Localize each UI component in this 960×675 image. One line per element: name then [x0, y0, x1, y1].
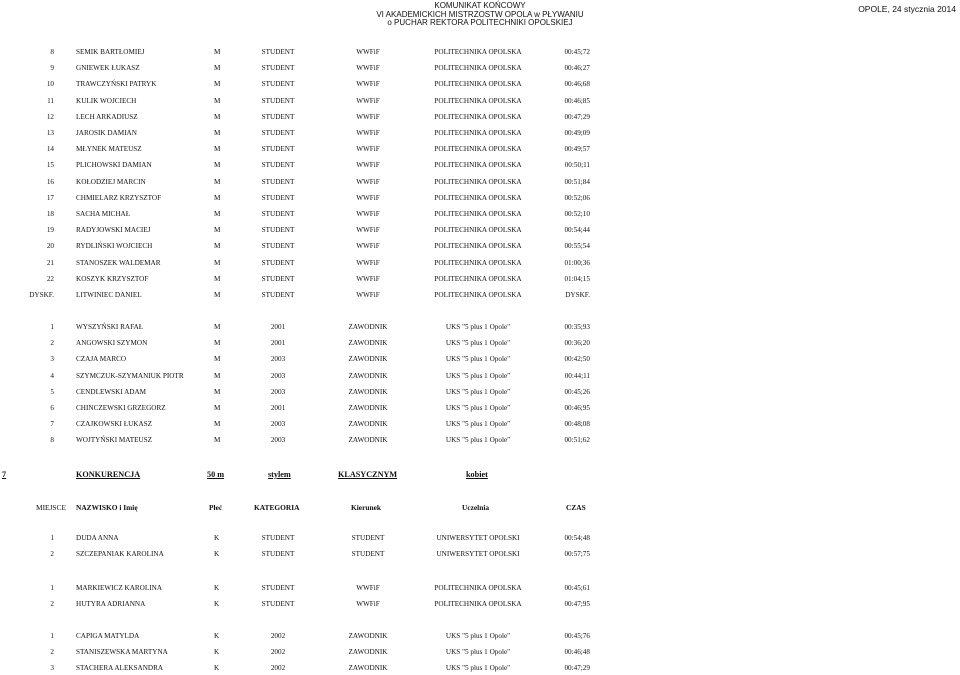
result-sex: K — [214, 600, 220, 609]
result-university: POLITECHNIKA OPOLSKA — [434, 129, 522, 137]
result-category: 2001 — [270, 339, 286, 348]
result-university: UKS "5 plus 1 Opole" — [445, 339, 511, 348]
result-place: 14 — [46, 145, 54, 154]
result-university: POLITECHNIKA OPOLSKA — [434, 112, 522, 121]
result-university: UKS "5 plus 1 Opole" — [445, 355, 511, 364]
result-place: 7 — [50, 420, 54, 429]
result-time: 00:42;50 — [564, 355, 590, 364]
table-row — [0, 177, 960, 188]
result-place: 20 — [46, 242, 54, 251]
table-row — [0, 533, 960, 544]
result-time: 01:00;36 — [564, 258, 590, 267]
result-time: 00:35;93 — [564, 323, 590, 331]
result-name: RYDLIŃSKI WOJCIECH — [76, 242, 153, 251]
result-category: 2001 — [270, 404, 286, 412]
result-time: 00:54;48 — [564, 534, 590, 542]
result-category: 2003 — [270, 387, 286, 396]
result-place: 2 — [50, 339, 54, 348]
result-name: JAROSIK DAMIAN — [76, 129, 137, 137]
result-time: 00:46;68 — [564, 80, 590, 89]
result-place: 1 — [50, 632, 54, 640]
result-time: 00:57;75 — [564, 550, 590, 559]
result-place: 11 — [47, 96, 54, 105]
result-field: ZAWODNIK — [348, 323, 388, 331]
table-row — [0, 96, 960, 107]
result-time: 00:36;20 — [564, 339, 590, 348]
result-category: STUDENT — [261, 112, 295, 121]
table-row — [0, 387, 960, 398]
table-row — [0, 549, 960, 560]
result-place: 15 — [46, 161, 54, 170]
result-field: WWFiF — [356, 177, 380, 186]
result-university: POLITECHNIKA OPOLSKA — [434, 584, 522, 592]
result-time: 00:49;57 — [564, 145, 590, 154]
table-row — [0, 435, 960, 446]
result-sex: K — [214, 584, 220, 592]
result-category: 2002 — [270, 632, 286, 640]
result-category: STUDENT — [261, 242, 295, 251]
result-place: 1 — [50, 534, 54, 542]
result-name: LECH ARKADIUSZ — [76, 112, 138, 121]
table-row — [0, 112, 960, 123]
result-category: STUDENT — [261, 177, 295, 186]
table-row — [0, 225, 960, 236]
result-university: POLITECHNIKA OPOLSKA — [434, 226, 522, 235]
result-category: 2003 — [270, 420, 286, 429]
result-category: STUDENT — [261, 48, 295, 56]
result-sex: M — [214, 258, 221, 267]
result-sex: M — [214, 161, 221, 170]
col-category: KATEGORIA — [254, 503, 300, 512]
result-sex: M — [214, 80, 221, 89]
result-category: STUDENT — [261, 210, 295, 218]
result-sex: K — [214, 534, 220, 542]
result-category: STUDENT — [261, 258, 295, 267]
result-sex: M — [214, 112, 221, 121]
result-sex: M — [214, 177, 221, 186]
result-place: 2 — [50, 600, 54, 609]
result-name: STANOSZEK WALDEMAR — [76, 258, 161, 267]
result-name: SEMIK BARTŁOMIEJ — [76, 48, 145, 56]
result-time: 00:46;48 — [564, 648, 590, 657]
table-row — [0, 193, 960, 204]
result-field: ZAWODNIK — [348, 339, 388, 348]
result-university: POLITECHNIKA OPOLSKA — [434, 48, 522, 56]
result-field: WWFiF — [356, 210, 380, 218]
result-sex: M — [214, 387, 221, 396]
result-name: RADYJOWSKI MACIEJ — [76, 226, 151, 235]
result-university: POLITECHNIKA OPOLSKA — [434, 145, 522, 154]
result-sex: M — [214, 210, 221, 218]
result-name: CZAJKOWSKI ŁUKASZ — [76, 420, 153, 429]
result-university: UKS "5 plus 1 Opole" — [445, 404, 511, 412]
result-sex: M — [214, 96, 221, 105]
result-category: STUDENT — [261, 584, 295, 592]
table-row — [0, 79, 960, 90]
result-name: WOJTYŃSKI MATEUSZ — [76, 436, 153, 445]
result-name: STACHERA ALEKSANDRA — [76, 664, 164, 673]
result-sex: K — [214, 632, 220, 640]
result-time: 00:51;62 — [564, 436, 590, 445]
table-row — [0, 631, 960, 642]
result-sex: K — [214, 550, 220, 559]
result-category: STUDENT — [261, 64, 295, 73]
result-category: 2003 — [270, 436, 286, 445]
result-place: 6 — [50, 404, 54, 412]
col-time: CZAS — [566, 503, 586, 512]
event-style: KLASYCZNYM — [338, 470, 398, 479]
result-place: 10 — [46, 80, 54, 89]
event-number: 7 — [2, 470, 7, 479]
result-university: POLITECHNIKA OPOLSKA — [434, 177, 522, 186]
result-university: UKS "5 plus 1 Opole" — [445, 648, 511, 657]
result-place: 2 — [50, 550, 54, 559]
result-category: STUDENT — [261, 274, 295, 283]
table-row — [0, 128, 960, 139]
event-label: KONKURENCJA — [76, 470, 141, 479]
table-row — [0, 403, 960, 414]
result-sex: M — [214, 404, 221, 412]
result-name: CHMIELARZ KRZYSZTOF — [76, 193, 162, 202]
table-row — [0, 47, 960, 58]
result-time: 00:50;11 — [564, 161, 590, 170]
result-field: ZAWODNIK — [348, 632, 388, 640]
result-time: 00:45;61 — [564, 584, 590, 592]
result-field: ZAWODNIK — [348, 436, 388, 445]
result-category: 2001 — [270, 323, 286, 331]
header-title: KOMUNIKAT KOŃCOWY — [434, 1, 526, 10]
result-place: 16 — [46, 177, 54, 186]
result-name: CENDLEWSKI ADAM — [76, 387, 147, 396]
result-university: UKS "5 plus 1 Opole" — [445, 420, 511, 429]
result-place: 5 — [50, 387, 54, 396]
result-name: ANGOWSKI SZYMON — [76, 339, 148, 348]
result-university: POLITECHNIKA OPOLSKA — [434, 258, 522, 267]
result-sex: M — [214, 371, 221, 380]
result-place: 3 — [50, 664, 54, 673]
result-place: 9 — [50, 64, 54, 73]
result-sex: M — [214, 339, 221, 348]
result-time: DYSKF. — [565, 291, 590, 299]
result-field: ZAWODNIK — [348, 420, 388, 429]
result-category: STUDENT — [261, 291, 295, 299]
result-place: 19 — [46, 226, 54, 235]
result-field: STUDENT — [351, 534, 385, 542]
result-university: UKS "5 plus 1 Opole" — [445, 664, 511, 673]
result-name: CAPIGA MATYLDA — [76, 632, 140, 640]
result-name: SACHA MICHAŁ — [76, 210, 131, 218]
result-name: CZAJA MARCO — [76, 355, 127, 364]
result-time: 00:45;72 — [564, 48, 590, 56]
result-name: LITWINIEC DANIEL — [76, 291, 142, 299]
document-header — [0, 2, 960, 28]
result-university: POLITECHNIKA OPOLSKA — [434, 242, 522, 251]
col-place: MIEJSCE — [36, 503, 66, 512]
column-headers — [0, 502, 960, 513]
result-sex: M — [214, 323, 221, 331]
table-row — [0, 209, 960, 220]
table-row — [0, 144, 960, 155]
result-name: GNIEWEK ŁUKASZ — [76, 64, 140, 73]
table-row — [0, 322, 960, 333]
table-row — [0, 258, 960, 269]
result-university: POLITECHNIKA OPOLSKA — [434, 96, 522, 105]
result-field: WWFiF — [356, 96, 380, 105]
result-time: 00:49;09 — [564, 129, 590, 137]
result-time: 00:52;10 — [564, 210, 590, 218]
result-sex: M — [214, 436, 221, 445]
result-sex: M — [214, 242, 221, 251]
result-category: STUDENT — [261, 80, 295, 89]
table-row — [0, 160, 960, 171]
result-sex: M — [214, 48, 221, 56]
result-name: SZYMCZUK-SZYMANIUK PIOTR — [76, 371, 184, 380]
result-university: UNIWERSYTET OPOLSKI — [436, 534, 520, 542]
result-place: 1 — [50, 323, 54, 331]
result-name: DUDA ANNA — [76, 534, 119, 542]
table-row — [0, 354, 960, 365]
result-place: 12 — [46, 112, 54, 121]
result-university: POLITECHNIKA OPOLSKA — [434, 80, 522, 89]
result-place: 21 — [46, 258, 54, 267]
result-time: 00:46;27 — [564, 64, 590, 73]
table-row — [0, 583, 960, 594]
result-category: 2003 — [270, 355, 286, 364]
table-row — [0, 63, 960, 74]
event-gender: kobiet — [466, 470, 488, 479]
result-name: WYSZYŃSKI RAFAŁ — [76, 323, 144, 331]
result-university: POLITECHNIKA OPOLSKA — [434, 210, 522, 218]
result-category: STUDENT — [261, 534, 295, 542]
header-date: OPOLE, 24 stycznia 2014 — [858, 4, 956, 14]
result-place: DYSKF. — [29, 291, 54, 299]
col-field: Kierunek — [351, 503, 381, 512]
result-name: KOSZYK KRZYSZTOF — [76, 274, 149, 283]
table-row — [0, 599, 960, 610]
event-style-word: stylem — [268, 470, 291, 479]
result-field: WWFiF — [356, 64, 380, 73]
col-name: NAZWISKO i Imię — [76, 503, 138, 512]
result-university: POLITECHNIKA OPOLSKA — [434, 193, 522, 202]
result-name: MŁYNEK MATEUSZ — [76, 145, 142, 154]
result-field: WWFiF — [356, 48, 380, 56]
result-field: WWFiF — [356, 145, 380, 154]
result-category: STUDENT — [261, 193, 295, 202]
result-field: ZAWODNIK — [348, 371, 388, 380]
result-field: STUDENT — [351, 550, 385, 559]
result-sex: M — [214, 145, 221, 154]
result-time: 00:55;54 — [564, 242, 590, 251]
result-time: 00:47;29 — [564, 664, 590, 673]
result-category: STUDENT — [261, 550, 295, 559]
result-sex: M — [214, 129, 221, 137]
result-name: MARKIEWICZ KAROLINA — [76, 584, 163, 592]
result-time: 00:45;26 — [564, 387, 590, 396]
result-university: UKS "5 plus 1 Opole" — [445, 436, 511, 445]
result-university: POLITECHNIKA OPOLSKA — [434, 600, 522, 609]
result-sex: M — [214, 355, 221, 364]
result-field: WWFiF — [356, 161, 380, 170]
result-field: WWFiF — [356, 258, 380, 267]
table-row — [0, 338, 960, 349]
result-field: ZAWODNIK — [348, 387, 388, 396]
result-category: STUDENT — [261, 600, 295, 609]
result-place: 1 — [50, 584, 54, 592]
result-time: 00:52;06 — [564, 193, 590, 202]
result-time: 00:54;44 — [564, 226, 590, 235]
result-time: 00:51;84 — [564, 177, 590, 186]
result-category: 2002 — [270, 664, 286, 673]
result-name: SZCZEPANIAK KAROLINA — [76, 550, 164, 559]
table-row — [0, 663, 960, 674]
result-place: 8 — [50, 436, 54, 445]
result-field: WWFiF — [356, 80, 380, 89]
result-field: WWFiF — [356, 600, 380, 609]
result-sex: M — [214, 226, 221, 235]
result-field: WWFiF — [356, 129, 380, 137]
result-university: UKS "5 plus 1 Opole" — [445, 371, 511, 380]
result-time: 00:46;85 — [564, 96, 590, 105]
result-name: TRAWCZYŃSKI PATRYK — [76, 80, 157, 89]
result-place: 4 — [50, 371, 54, 380]
result-field: ZAWODNIK — [348, 648, 388, 657]
event-heading — [0, 470, 960, 482]
result-university: UKS "5 plus 1 Opole" — [445, 323, 511, 331]
result-place: 2 — [50, 648, 54, 657]
result-sex: M — [214, 193, 221, 202]
result-university: POLITECHNIKA OPOLSKA — [434, 291, 522, 299]
result-field: WWFiF — [356, 584, 380, 592]
result-sex: M — [214, 291, 221, 299]
result-university: UKS "5 plus 1 Opole" — [445, 387, 511, 396]
result-name: CHINCZEWSKI GRZEGORZ — [76, 404, 166, 412]
result-field: WWFiF — [356, 193, 380, 202]
result-field: WWFiF — [356, 242, 380, 251]
result-field: WWFiF — [356, 291, 380, 299]
result-time: 00:47;29 — [564, 112, 590, 121]
result-field: ZAWODNIK — [348, 664, 388, 673]
result-place: 13 — [46, 129, 54, 137]
result-name: KULIK WOJCIECH — [76, 96, 137, 105]
result-time: 01:04;15 — [564, 274, 590, 283]
table-row — [0, 274, 960, 285]
result-university: UKS "5 plus 1 Opole" — [445, 632, 511, 640]
header-subtitle-2: o PUCHAR REKTORA POLITECHNIKI OPOLSKIEJ — [387, 18, 573, 28]
result-sex: K — [214, 664, 220, 673]
table-row — [0, 419, 960, 430]
result-field: WWFiF — [356, 112, 380, 121]
result-category: 2002 — [270, 648, 286, 657]
result-category: STUDENT — [261, 226, 295, 235]
result-time: 00:45;76 — [564, 632, 590, 640]
result-university: POLITECHNIKA OPOLSKA — [434, 64, 522, 73]
result-place: 8 — [50, 48, 54, 56]
result-name: KOŁODZIEJ MARCIN — [76, 177, 146, 186]
result-time: 00:44;11 — [564, 371, 590, 380]
table-row — [0, 647, 960, 658]
result-time: 00:46;95 — [564, 404, 590, 412]
result-sex: K — [214, 648, 220, 657]
result-sex: M — [214, 420, 221, 429]
result-category: 2003 — [270, 371, 286, 380]
result-category: STUDENT — [261, 161, 295, 170]
result-field: WWFiF — [356, 274, 380, 283]
result-category: STUDENT — [261, 145, 295, 154]
table-row — [0, 290, 960, 301]
result-university: POLITECHNIKA OPOLSKA — [434, 161, 522, 170]
result-time: 00:48;08 — [564, 420, 590, 429]
table-row — [0, 241, 960, 252]
col-university: Uczelnia — [462, 503, 490, 512]
result-sex: M — [214, 64, 221, 73]
result-name: PLICHOWSKI DAMIAN — [76, 161, 152, 170]
result-place: 22 — [46, 274, 54, 283]
result-place: 3 — [50, 355, 54, 364]
header-subtitle: VI AKADEMICKICH MISTRZOSTW OPOLA w PŁYWANIU — [376, 9, 584, 19]
result-university: UNIWERSYTET OPOLSKI — [436, 550, 520, 559]
event-distance: 50 m — [207, 470, 225, 479]
result-field: WWFiF — [356, 226, 380, 235]
col-sex: Płeć — [209, 503, 223, 512]
result-place: 17 — [46, 193, 54, 202]
result-sex: M — [214, 274, 221, 283]
result-university: POLITECHNIKA OPOLSKA — [434, 274, 522, 283]
result-category: STUDENT — [261, 96, 295, 105]
result-name: STANISZEWSKA MARTYNA — [76, 648, 168, 657]
result-time: 00:47;95 — [564, 600, 590, 609]
result-name: HUTYRA ADRIANNA — [76, 600, 146, 609]
table-row — [0, 371, 960, 382]
result-field: ZAWODNIK — [348, 355, 388, 364]
result-field: ZAWODNIK — [348, 404, 388, 412]
result-place: 18 — [46, 210, 54, 218]
result-category: STUDENT — [261, 129, 295, 137]
